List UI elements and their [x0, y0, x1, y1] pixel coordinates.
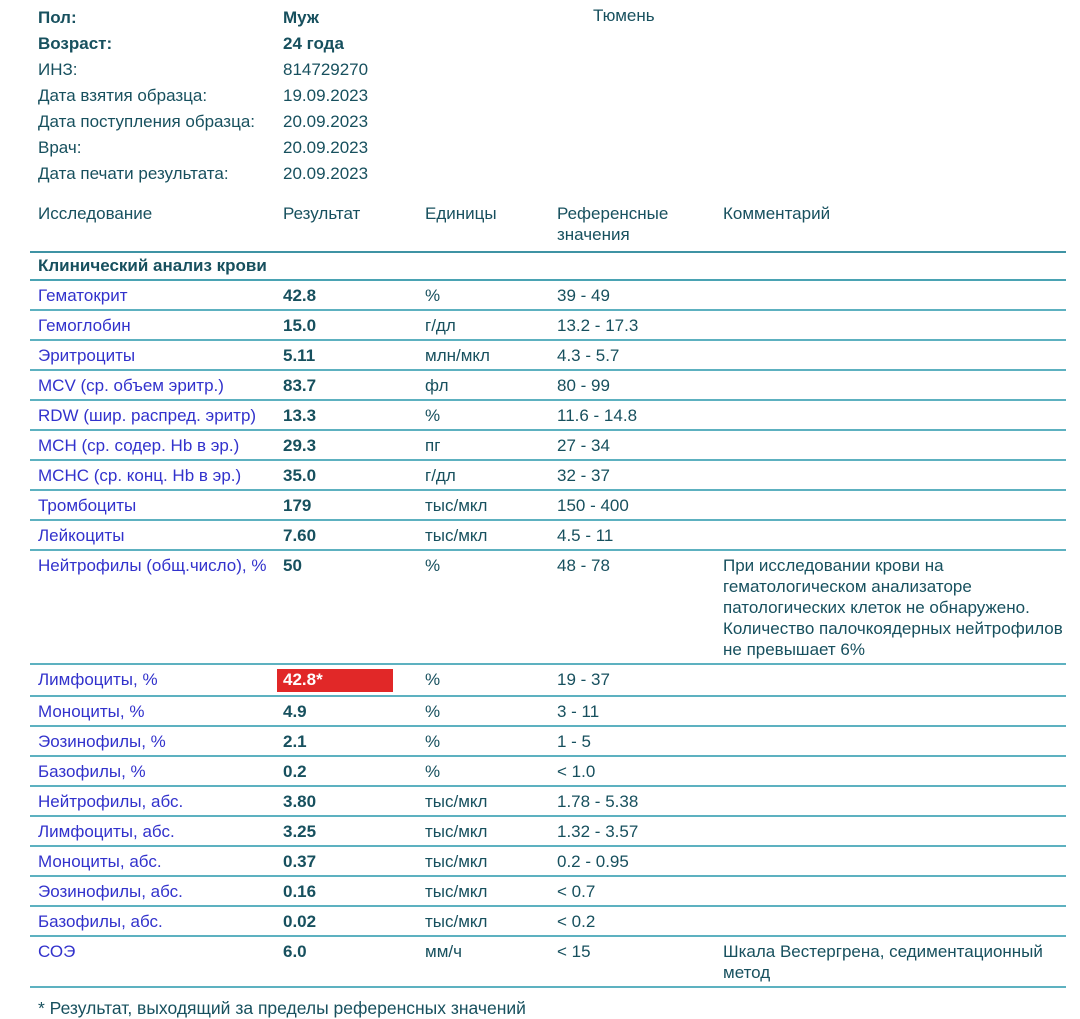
table-row: [30, 520, 1066, 550]
test-units: %: [417, 664, 549, 696]
reference-range: 48 - 78: [549, 550, 715, 664]
test-name: RDW (шир. распред. эритр): [30, 400, 275, 430]
table-row: [30, 550, 1066, 664]
patient-field-label: Возраст:: [38, 34, 113, 53]
patient-field-label: Дата печати результата:: [38, 164, 229, 183]
test-comment: [715, 430, 1066, 460]
reference-range: 13.2 - 17.3: [549, 310, 715, 340]
result-value: 2.1: [283, 732, 307, 751]
test-comment: [715, 400, 1066, 430]
result-value: 13.3: [283, 406, 317, 425]
test-result: [275, 400, 417, 430]
result-value: 15.0: [283, 316, 317, 335]
patient-field-value: Муж: [283, 8, 319, 27]
test-name: MCV (ср. объем эритр.): [30, 370, 275, 400]
reference-range: < 15: [549, 936, 715, 987]
result-value: 6.0: [283, 942, 307, 961]
patient-header: [38, 5, 1080, 187]
patient-field-value: 24 года: [283, 34, 344, 53]
test-name: MCHC (ср. конц. Hb в эр.): [30, 460, 275, 490]
test-units: пг: [417, 430, 549, 460]
test-name: Эритроциты: [30, 340, 275, 370]
reference-range: 4.3 - 5.7: [549, 340, 715, 370]
reference-range: 1 - 5: [549, 726, 715, 756]
column-header-units: Единицы: [425, 204, 497, 223]
table-row: [30, 846, 1066, 876]
patient-fields: [38, 5, 1080, 187]
table-row: [30, 816, 1066, 846]
result-value: 3.25: [283, 822, 317, 841]
table-row: [30, 664, 1066, 696]
test-units: %: [417, 400, 549, 430]
table-row: [30, 430, 1066, 460]
test-units: г/дл: [417, 310, 549, 340]
table-row: [30, 936, 1066, 987]
results-tbody: [30, 252, 1066, 987]
table-row: [30, 280, 1066, 310]
test-name: Эозинофилы, %: [30, 726, 275, 756]
reference-range: 0.2 - 0.95: [549, 846, 715, 876]
reference-range: 1.78 - 5.38: [549, 786, 715, 816]
test-units: тыс/мкл: [417, 786, 549, 816]
patient-field-row: [38, 57, 1080, 83]
test-name: MCH (ср. содер. Hb в эр.): [30, 430, 275, 460]
result-value: 4.9: [283, 702, 307, 721]
result-value: 29.3: [283, 436, 317, 455]
test-comment: [715, 816, 1066, 846]
test-name: Нейтрофилы, абс.: [30, 786, 275, 816]
test-comment: [715, 846, 1066, 876]
test-result: [275, 370, 417, 400]
reference-range: < 1.0: [549, 756, 715, 786]
test-units: млн/мкл: [417, 340, 549, 370]
test-comment: При исследовании крови на гематологическом анализаторе патологических клеток не обнаружено. Количество палочкоядерных нейтрофилов не превышает 6%: [715, 550, 1066, 664]
test-name: Лимфоциты, %: [30, 664, 275, 696]
patient-field-value: 19.09.2023: [283, 86, 369, 105]
test-units: мм/ч: [417, 936, 549, 987]
test-name: Гемоглобин: [30, 310, 275, 340]
reference-range: 39 - 49: [549, 280, 715, 310]
test-comment: [715, 340, 1066, 370]
result-value: 179: [283, 496, 312, 515]
result-value: 7.60: [283, 526, 317, 545]
test-result: [275, 936, 417, 987]
result-value: 0.37: [283, 852, 317, 871]
table-row: [30, 340, 1066, 370]
test-name: Базофилы, абс.: [30, 906, 275, 936]
test-result: [275, 876, 417, 906]
patient-field-row: [38, 31, 1080, 57]
test-units: тыс/мкл: [417, 906, 549, 936]
table-row: [30, 696, 1066, 726]
result-value: 42.8*: [277, 669, 393, 692]
test-result: [275, 756, 417, 786]
column-header-reference: Референсные значения: [557, 204, 669, 244]
test-units: тыс/мкл: [417, 490, 549, 520]
result-value: 50: [283, 556, 302, 575]
patient-field-value: 814729270: [283, 60, 369, 79]
patient-field-label: Дата поступления образца:: [38, 112, 256, 131]
reference-range: 1.32 - 3.57: [549, 816, 715, 846]
result-value: 0.2: [283, 762, 307, 781]
patient-field-row: [38, 161, 1080, 187]
test-result: [275, 460, 417, 490]
patient-field-row: [38, 135, 1080, 161]
table-row: [30, 906, 1066, 936]
test-comment: [715, 756, 1066, 786]
reference-range: 4.5 - 11: [549, 520, 715, 550]
test-units: тыс/мкл: [417, 876, 549, 906]
test-comment: [715, 696, 1066, 726]
result-value: 3.80: [283, 792, 317, 811]
column-header-comment: Комментарий: [723, 204, 831, 223]
section-header-row: [30, 252, 1066, 280]
test-result: [275, 310, 417, 340]
test-comment: [715, 664, 1066, 696]
test-result: [275, 340, 417, 370]
test-comment: [715, 310, 1066, 340]
test-result: [275, 726, 417, 756]
test-units: %: [417, 280, 549, 310]
column-header-result: Результат: [283, 204, 361, 223]
test-result: [275, 696, 417, 726]
patient-field-value: 20.09.2023: [283, 164, 369, 183]
results-table: [30, 199, 1066, 988]
test-result: [275, 430, 417, 460]
reference-range: 19 - 37: [549, 664, 715, 696]
test-comment: [715, 280, 1066, 310]
test-comment: [715, 370, 1066, 400]
test-units: тыс/мкл: [417, 520, 549, 550]
patient-field-label: Дата взятия образца:: [38, 86, 208, 105]
result-value: 42.8: [283, 286, 317, 305]
table-row: [30, 460, 1066, 490]
reference-range: 32 - 37: [549, 460, 715, 490]
test-comment: [715, 876, 1066, 906]
footnote: * Результат, выходящий за пределы референсных значений: [38, 998, 526, 1018]
test-units: %: [417, 696, 549, 726]
result-value: 5.11: [283, 346, 316, 365]
table-row: [30, 876, 1066, 906]
patient-field-label: ИНЗ:: [38, 60, 78, 79]
test-units: %: [417, 726, 549, 756]
test-name: Лимфоциты, абс.: [30, 816, 275, 846]
reference-range: < 0.2: [549, 906, 715, 936]
table-row: [30, 370, 1066, 400]
test-result: [275, 520, 417, 550]
test-name: Тромбоциты: [30, 490, 275, 520]
test-name: Моноциты, %: [30, 696, 275, 726]
table-row: [30, 786, 1066, 816]
test-result: [275, 550, 417, 664]
test-comment: [715, 906, 1066, 936]
table-row: [30, 490, 1066, 520]
test-units: г/дл: [417, 460, 549, 490]
table-row: [30, 756, 1066, 786]
test-comment: [715, 490, 1066, 520]
result-value: 83.7: [283, 376, 317, 395]
test-name: Эозинофилы, абс.: [30, 876, 275, 906]
test-units: тыс/мкл: [417, 816, 549, 846]
patient-field-value: 20.09.2023: [283, 112, 369, 131]
reference-range: 150 - 400: [549, 490, 715, 520]
test-comment: [715, 726, 1066, 756]
test-result: [275, 786, 417, 816]
results-table-header: [30, 199, 1066, 252]
test-result: [275, 280, 417, 310]
test-units: %: [417, 550, 549, 664]
test-name: Лейкоциты: [30, 520, 275, 550]
test-result: [275, 816, 417, 846]
test-name: Нейтрофилы (общ.число), %: [30, 550, 275, 664]
test-comment: Шкала Вестергрена, седиментационный метод: [715, 936, 1066, 987]
test-units: тыс/мкл: [417, 846, 549, 876]
table-row: [30, 310, 1066, 340]
test-units: фл: [417, 370, 549, 400]
patient-field-row: [38, 83, 1080, 109]
test-result: [275, 490, 417, 520]
patient-field-label: Пол:: [38, 8, 77, 27]
test-name: Моноциты, абс.: [30, 846, 275, 876]
test-name: Базофилы, %: [30, 756, 275, 786]
test-result: [275, 846, 417, 876]
test-comment: [715, 460, 1066, 490]
column-header-test: Исследование: [38, 204, 153, 223]
city-label: Тюмень: [593, 6, 655, 25]
test-result: [275, 906, 417, 936]
result-value: 35.0: [283, 466, 317, 485]
reference-range: 80 - 99: [549, 370, 715, 400]
reference-range: 27 - 34: [549, 430, 715, 460]
reference-range: 3 - 11: [549, 696, 715, 726]
test-name: Гематокрит: [30, 280, 275, 310]
test-comment: [715, 520, 1066, 550]
patient-field-row: [38, 5, 1080, 31]
test-units: %: [417, 756, 549, 786]
test-comment: [715, 786, 1066, 816]
patient-field-value: 20.09.2023: [283, 138, 369, 157]
patient-field-label: Врач:: [38, 138, 82, 157]
reference-range: < 0.7: [549, 876, 715, 906]
reference-range: 11.6 - 14.8: [549, 400, 715, 430]
result-value: 0.16: [283, 882, 317, 901]
result-value: 0.02: [283, 912, 317, 931]
table-row: [30, 726, 1066, 756]
section-title: Клинический анализ крови: [30, 252, 1066, 280]
patient-field-row: [38, 109, 1080, 135]
test-result: [275, 664, 417, 696]
table-row: [30, 400, 1066, 430]
test-name: СОЭ: [30, 936, 275, 987]
